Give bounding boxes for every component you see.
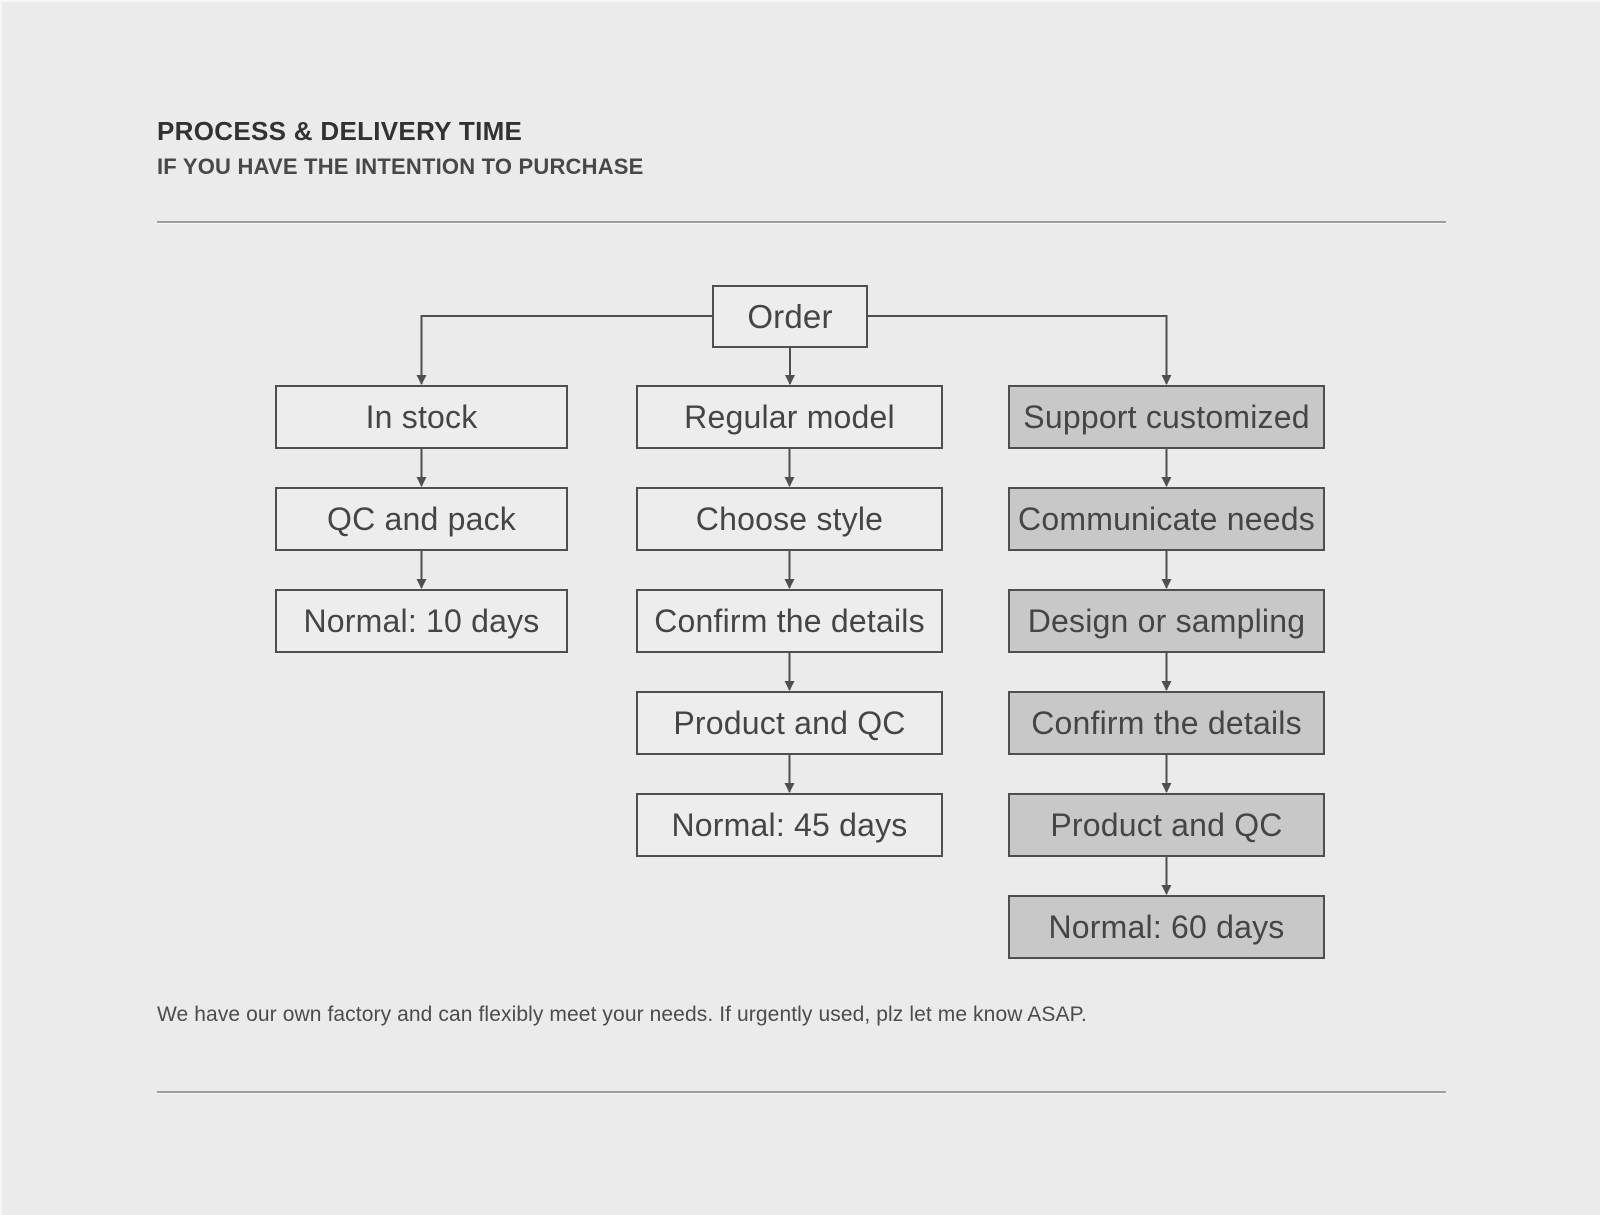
flow-node-qc-and-pack: [275, 487, 568, 551]
flow-node-label: Order: [747, 297, 833, 335]
flow-node-choose-style: [636, 487, 943, 551]
flow-node-label: Communicate needs: [1018, 500, 1315, 537]
flow-node-label: Normal: 45 days: [671, 806, 908, 843]
flow-node-label: In stock: [365, 398, 478, 435]
flow-node-label: Normal: 60 days: [1048, 908, 1285, 945]
flow-node-support-customized: [1008, 385, 1325, 449]
flow-node-communicate-needs: [1008, 487, 1325, 551]
page-subtitle: IF YOU HAVE THE INTENTION TO PURCHASE: [157, 154, 644, 179]
flow-node-label: Support customized: [1023, 398, 1310, 435]
flow-node-label: Design or sampling: [1027, 602, 1306, 639]
flow-node-label: Product and QC: [1050, 806, 1283, 843]
footer-note: We have our own factory and can flexibly meet your needs. If urgently used, plz let me know ASAP.: [157, 1003, 1087, 1026]
flow-node-normal-45-days: [636, 793, 943, 857]
flow-node-regular-model: [636, 385, 943, 449]
flow-node-label: Choose style: [695, 500, 884, 537]
flow-node-order: [712, 285, 868, 348]
flow-node-label: Regular model: [684, 398, 895, 435]
flow-node-design-or-sampling: [1008, 589, 1325, 653]
flow-node-label: Normal: 10 days: [303, 602, 540, 639]
flow-node-normal-60-days: [1008, 895, 1325, 959]
flow-node-label: Confirm the details: [654, 602, 925, 639]
flow-node-in-stock: [275, 385, 568, 449]
page-title: PROCESS & DELIVERY TIME: [157, 116, 523, 146]
divider-bottom: [157, 1091, 1446, 1093]
flow-node-product-qc-regular: [636, 691, 943, 755]
flow-node-label: Confirm the details: [1031, 704, 1302, 741]
flow-node-normal-10-days: [275, 589, 568, 653]
flow-node-label: Product and QC: [673, 704, 906, 741]
flow-node-confirm-details-regular: [636, 589, 943, 653]
flow-node-label: QC and pack: [327, 500, 516, 537]
flow-node-confirm-details-custom: [1008, 691, 1325, 755]
flow-node-product-qc-custom: [1008, 793, 1325, 857]
